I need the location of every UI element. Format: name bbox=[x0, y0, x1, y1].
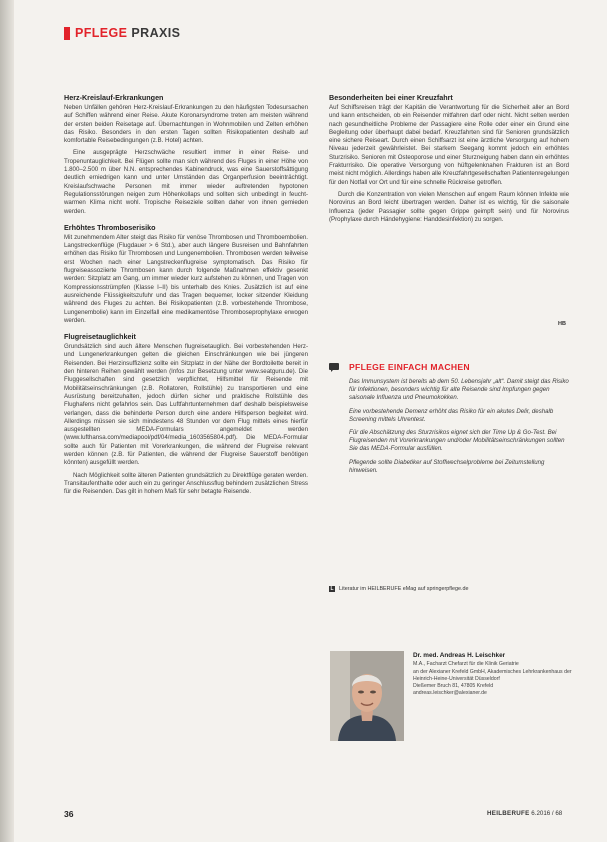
left-column bbox=[64, 93, 308, 500]
paragraph-kreuzfahrt-1: Auf Schiffsreisen trägt der Kapitän die Verantwortung für die Sicherheit aller an Bord und kann entscheiden, ob ein Reisender mitfahren darf oder nicht. Nicht selten werden nach gesundheitliche Probleme der Passagiere eine Rolle oder einer ein Grund eine Begleitung oder überhaupt dabei bedarf. Kreuzfahrten sind für Senioren grundsätzlich eine sichere Reiseart. Durch einen Schiffsarzt ist eine ärztliche Versorgung auf hohem Niveau jederzeit gewährleistet. Bei starkem Seegang kommt jedoch ein erhöhtes Sturzrisiko. Senioren mit Osteoporose und einer Sturzneigung haben dann ein erhöhtes Frakturrisiko. Die operative Versorgung von hüftgelenknahen Frakturen ist an Bord meist nicht möglich. Allerdings haben alle Kreuzfahrtgesellschaften Patientenregelungen für den Notfall vor Ort und für eine schnelle Rückreise getroffen. bbox=[329, 104, 569, 186]
literature-icon: L bbox=[330, 586, 334, 592]
page-number: 36 bbox=[64, 809, 74, 819]
paragraph-herz-2: Eine ausgeprägte Herzschwäche resultiert immer in einer Reise- und Tropenuntauglichkeit. Bei Flügen sollte man sich während des Fluges in einer Höhe von 1.800–2.500 m über N.N. entsprechendes Kabinendruck, was eine Sauerstoffsättigung deutlich erniedrigen kann und unter Umständen das Organperfusion beeinträchtigt. Kreislaufschwache Personen mit immer wieder auftretenden hypotonen Regulationsstörungen neigen zum Höhenkollaps und sollten sich unbedingt in feucht-warmen Klima nicht wohl. Tropische Reiseziele sollten daher von ihnen gemieden werden. bbox=[64, 149, 308, 215]
speech-bubble-icon bbox=[329, 362, 339, 372]
tips-box-header bbox=[329, 362, 571, 372]
paragraph-thrombose: Mit zunehmendem Alter steigt das Risiko für venöse Thrombosen und Thromboembolien. Langstreckenflüge (Flugdauer > 6 Std.), aber auch längere Busreisen und Bahnfahrten erhöhen das Risiko für Thrombosen und Lungenembolien. Thrombosen werden teilweise erst Wochen nach einer Langstreckenflugreise symptomatisch. Das Risiko für flugreiseassoziierte Thrombosen kann durch folgende Maßnahmen effektiv gesenkt werden: Sitzplatz am Gang, um immer wieder kurz aufstehen zu können, und Tragen von Kompressionsstrümpfen (Klasse I–II) bis unterhalb des Knies. Zusätzlich ist auf eine ausreichende Flüssigkeitszufuhr und das Tragen bequemer, locker sitzender Kleidung während des Fluges zu achten. Bei Risikopatienten (z.B. vorbestehende Thrombose, Lungenembolie) kann im Einzelfall eine medikamentöse Thromboseprophylaxe erwogen werden. bbox=[64, 233, 308, 324]
section-header bbox=[64, 26, 180, 40]
right-column bbox=[329, 93, 569, 228]
header-accent-bar bbox=[64, 27, 70, 40]
paragraph-flugreise-1: Grundsätzlich sind auch ältere Menschen flugreisetauglich. Bei vorbestehenden Herz- und Lungenerkrankungen gelten die gleichen Einschränkungen wie bei jüngeren Reisenden. Bei Herzinsuffizienz sollte ein Sitzplatz in der Nähe der Bordtoilette bereit in den hinteren Reihen gewählt werden (Infos zur Besetzung unter www.seatguru.de). Die Fluggesellschaften sind gesetzlich verpflichtet, Hilfsmittel für Reisende mit Mobilitätseinschränkungen (z.B. Rollatoren, Rollstühle) zu transportieren und eine Ausrüstung bereitzuhalten, jedoch dürfen sicher und praktische Rollstühle des Flughafens nicht gefahrlos sein. Das Luftfahrtunternehmen darf deshalb beispielsweise verlangen, dass die behinderte Person durch eine andere Hilfsperson begleitet wird. Allerdings müssen sie sich mindestens 48 Stunden vor dem Flug mittels eines hierfür ausgestellten MEDA-Formulars angemeldet werden (www.lufthansa.com/mediapool/pdf/04/media_1603565804.pdf). Die MEDA-Formular sollte auch für Patienten mit Vorerkrankungen, die während der Flugreise relevant werden können (z.B. für Patienten, die während der Flugreise Sauerstoff benötigen könnten) ausgefüllt werden. bbox=[64, 343, 308, 467]
author-portrait-icon bbox=[330, 651, 404, 741]
paragraph-herz-1: Neben Unfällen gehören Herz-Kreislauf-Erkrankungen zu den häufigsten Todesursachen auf Schiffen während einer Reise. Akute Koronarsyndrome treten am meisten während der ersten beiden Reisetage auf. Übernachtungen in Wohnmobilen und Zelten erhöhen das Risiko. Besonders in den ersten Tagen sollten Risikopatienten deshalb auf komfortable Reisebedingungen (z.B. Hotel) achten. bbox=[64, 104, 308, 145]
author-photo bbox=[330, 651, 404, 741]
header-section-a: PFLEGE bbox=[75, 26, 128, 40]
tips-list bbox=[329, 378, 571, 475]
literature-link[interactable]: Literatur im HEILBERUFE eMag auf springerpflege.de bbox=[339, 586, 469, 592]
tip-item: Das Immunsystem ist bereits ab dem 50. Lebensjahr „alt“. Damit steigt das Risiko für Infektionen, besonders wichtig für alte Reisende sind Impfungen gegen saisonale Influenza und Pneumokokken. bbox=[349, 378, 569, 402]
paragraph-flugreise-2: Nach Möglichkeit sollte älteren Patienten grundsätzlich zu Direktflüge geraten werden. Transitaufenthalte oder auch ein zu geringer Anschlussflug behindern zusätzlichen Stress für die Reisenden. Das gilt in hohem Maß für sehr betagte Reisende. bbox=[64, 471, 308, 496]
publication-name: HEILBERUFE bbox=[487, 810, 530, 817]
literature-reference[interactable] bbox=[329, 586, 468, 592]
article-end-mark: HB bbox=[558, 321, 566, 327]
heading-thrombose: Erhöhtes Thromboserisiko bbox=[64, 222, 156, 232]
publication-footer bbox=[487, 810, 562, 817]
author-address: Dießemer Bruch 81, 47805 Krefeld bbox=[413, 683, 494, 690]
author-line: an der Alexianer Krefeld GmbH, Akademisches Lehrkrankenhaus der bbox=[413, 668, 572, 675]
page-binding-edge bbox=[0, 0, 14, 842]
tips-box bbox=[329, 362, 571, 480]
author-name: Dr. med. Andreas H. Leischker bbox=[413, 652, 506, 659]
tips-box-title: PFLEGE EINFACH MACHEN bbox=[349, 362, 470, 372]
header-section-b: PRAXIS bbox=[131, 26, 181, 40]
heading-flugreise: Flugreisetauglichkeit bbox=[64, 332, 136, 342]
tip-item: Pflegende sollte Diabetiker auf Stoffwechselprobleme bei Zeitumstellung hinweisen. bbox=[349, 458, 545, 474]
author-info bbox=[413, 652, 573, 698]
author-line: Heinrich-Heine-Universität Düsseldorf bbox=[413, 675, 500, 682]
tip-item: Eine vorbestehende Demenz erhöht das Risiko für ein akutes Delir, deshalb Screening mittels Uhrentest. bbox=[349, 407, 554, 423]
author-line: M.A., Facharzt Chefarzt für die Klinik Geriatrie bbox=[413, 661, 519, 668]
heading-kreuzfahrt: Besonderheiten bei einer Kreuzfahrt bbox=[329, 93, 453, 102]
paragraph-kreuzfahrt-2: Durch die Konzentration von vielen Menschen auf engem Raum können Infekte wie Norovirus an Bord leicht übertragen werden. Daher ist es wichtig, für die saisonale Influenza (jeder Passagier sollte gegen Grippe geimpft sein) und für Norovirus (Prophylaxe durch Händehygiene: Handdesinfektion) zu sorgen. bbox=[329, 190, 569, 223]
issue-info: 6.2016 / 68 bbox=[531, 810, 563, 817]
tip-item: Für die Abschätzung des Sturzrisikos eignet sich der Time Up & Go-Test. Bei Flugreisenden mit Vorerkrankungen und/oder Mobilitätseinschränkungen sollten Sie das MEDA-Formular ausfüllen. bbox=[349, 429, 565, 453]
author-email[interactable]: andreas.leischker@alexianer.de bbox=[413, 690, 487, 697]
heading-herz-kreislauf: Herz-Kreislauf-Erkrankungen bbox=[64, 93, 164, 102]
